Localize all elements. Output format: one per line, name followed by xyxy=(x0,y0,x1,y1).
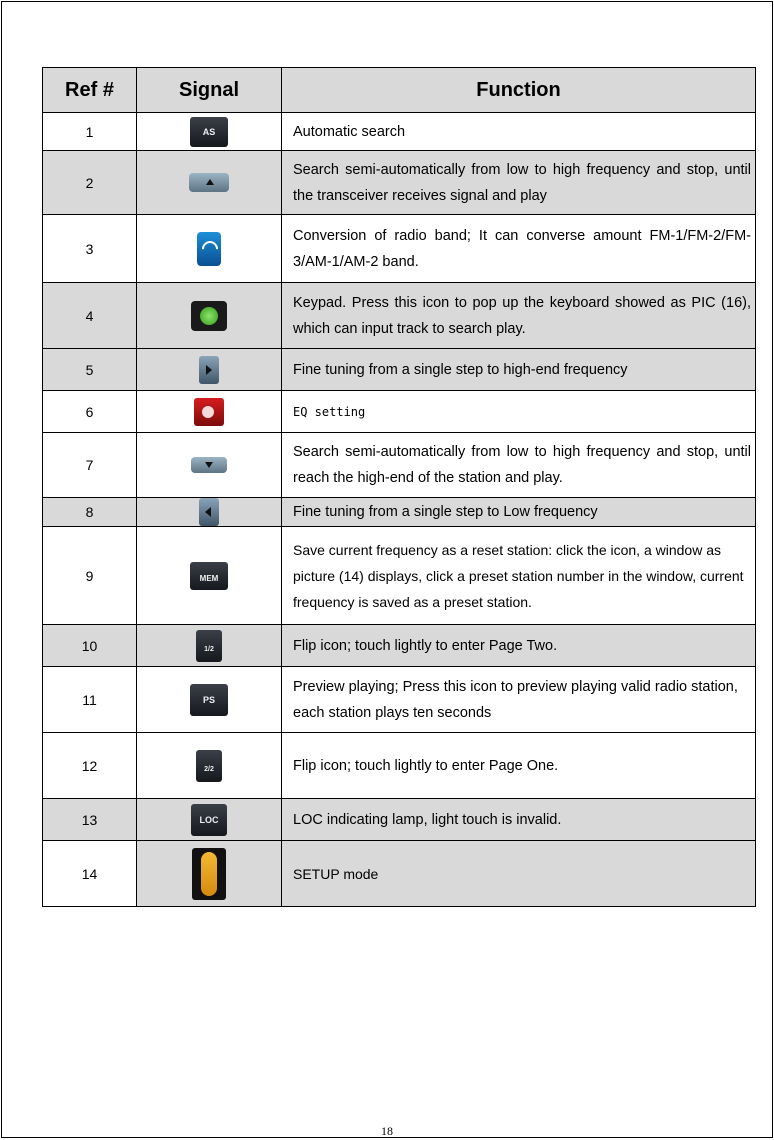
function-text: Automatic search xyxy=(282,113,756,151)
function-text: Preview playing; Press this icon to preview playing valid radio station, each station plays ten seconds xyxy=(282,667,756,733)
ref-number: 11 xyxy=(43,667,137,733)
ref-number: 6 xyxy=(43,391,137,433)
function-text: Search semi-automatically from low to high frequency and stop, until the transceiver receives signal and play xyxy=(282,151,756,215)
function-text: Save current frequency as a reset station: click the icon, a window as picture (14) displays, click a preset station number in the window, current frequency is saved as a preset station. xyxy=(282,527,756,625)
loc-icon-label: LOC xyxy=(199,814,219,825)
header-ref: Ref # xyxy=(43,68,137,113)
table-row xyxy=(43,151,756,215)
function-text: SETUP mode xyxy=(282,841,756,907)
ref-number: 12 xyxy=(43,733,137,799)
header-signal: Signal xyxy=(137,68,282,113)
table-row xyxy=(43,498,756,527)
keypad-icon xyxy=(191,301,227,331)
band-switch-icon xyxy=(197,232,221,266)
fine-tune-up-icon xyxy=(199,356,219,384)
table-row xyxy=(43,215,756,283)
table-row xyxy=(43,113,756,151)
table-row xyxy=(43,625,756,667)
function-text: Conversion of radio band; It can converse amount FM-1/FM-2/FM-3/AM-1/AM-2 band. xyxy=(282,215,756,283)
page-flip-2-2-icon xyxy=(196,750,222,782)
table-row xyxy=(43,433,756,498)
function-text: Fine tuning from a single step to Low frequency xyxy=(282,498,756,527)
ref-number: 8 xyxy=(43,498,137,527)
ps-icon-label: PS xyxy=(202,694,215,705)
setup-button-icon xyxy=(192,848,226,900)
ref-number: 4 xyxy=(43,283,137,349)
function-text: Search semi-automatically from low to high frequency and stop, until reach the high-end of the station and play. xyxy=(282,433,756,498)
ref-number: 14 xyxy=(43,841,137,907)
function-text: Flip icon; touch lightly to enter Page One. xyxy=(282,733,756,799)
table-header-row xyxy=(43,68,756,113)
as-button-icon xyxy=(190,117,228,147)
ps-button-icon xyxy=(190,684,228,716)
page-1-2-label: 1/2 xyxy=(204,645,214,653)
eq-setting-icon xyxy=(194,398,224,426)
table-row xyxy=(43,733,756,799)
table-row xyxy=(43,841,756,907)
ref-number: 13 xyxy=(43,799,137,841)
ref-number: 9 xyxy=(43,527,137,625)
ref-number: 2 xyxy=(43,151,137,215)
function-text: Fine tuning from a single step to high-end frequency xyxy=(282,349,756,391)
seek-down-arrow-icon xyxy=(191,457,227,473)
page-2-2-label: 2/2 xyxy=(204,765,214,773)
function-text: Flip icon; touch lightly to enter Page Two. xyxy=(282,625,756,667)
signal-reference-table xyxy=(42,67,756,907)
as-icon-label: AS xyxy=(202,126,216,137)
function-text: LOC indicating lamp, light touch is invalid. xyxy=(282,799,756,841)
fine-tune-down-icon xyxy=(199,498,219,526)
table-row xyxy=(43,283,756,349)
table-row xyxy=(43,799,756,841)
seek-up-arrow-icon xyxy=(189,173,229,192)
ref-number: 7 xyxy=(43,433,137,498)
ref-number: 3 xyxy=(43,215,137,283)
table-row xyxy=(43,391,756,433)
function-text: Keypad. Press this icon to pop up the keyboard showed as PIC (16), which can input track to search play. xyxy=(282,283,756,349)
mem-icon-label: MEM xyxy=(199,573,219,583)
mem-button-icon xyxy=(190,562,228,590)
table-row xyxy=(43,349,756,391)
table-row xyxy=(43,527,756,625)
page-flip-1-2-icon xyxy=(196,630,222,662)
ref-number: 1 xyxy=(43,113,137,151)
loc-lamp-icon xyxy=(191,804,227,836)
header-function: Function xyxy=(282,68,756,113)
ref-number: 10 xyxy=(43,625,137,667)
ref-number: 5 xyxy=(43,349,137,391)
table-row xyxy=(43,667,756,733)
page-number: 18 xyxy=(381,1124,393,1138)
function-text: EQ setting xyxy=(282,391,756,433)
